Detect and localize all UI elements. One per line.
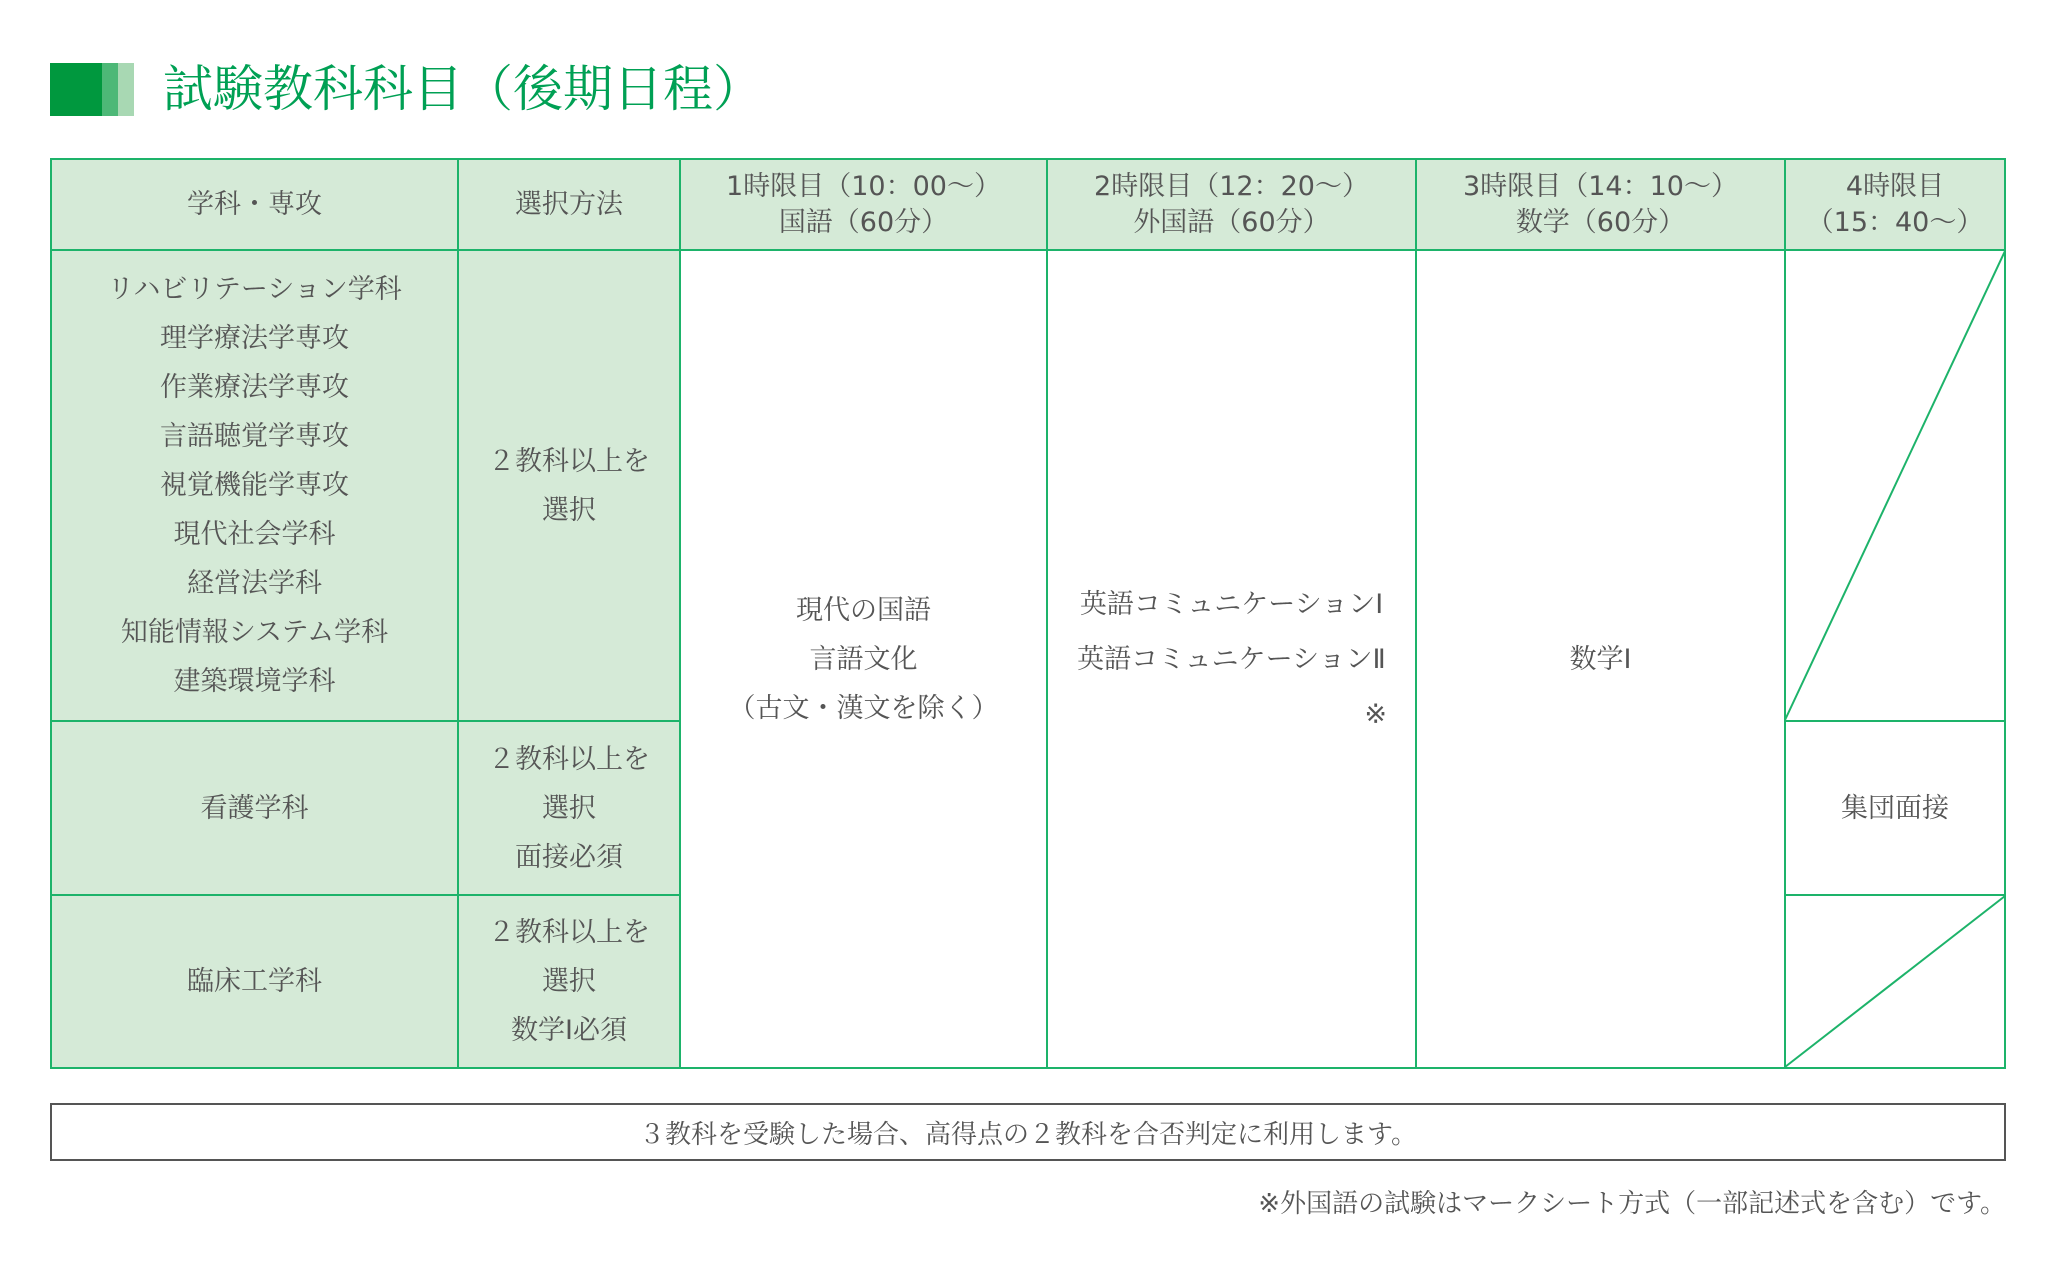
method-cell-row-2 <box>457 720 681 896</box>
period-1-subject: 国語（60分） <box>778 206 949 238</box>
method-text: 選択 <box>542 966 596 997</box>
period-4-time: （15：40～） <box>1806 206 1984 238</box>
method-text: 面接必須 <box>515 841 623 873</box>
header-period-1 <box>679 158 1048 251</box>
dept-name: 知能情報システム学科 <box>120 617 389 648</box>
method-cell-row-1 <box>457 249 681 722</box>
dept-cell-row-3 <box>50 894 459 1069</box>
dept-name: 作業療法学専攻 <box>160 372 349 403</box>
period-3-subject: 数学（60分） <box>1515 206 1686 238</box>
header-period-3 <box>1415 158 1786 251</box>
subject-text: （古文・漢文を除く） <box>728 692 999 724</box>
dept-name: 言語聴覚学専攻 <box>160 421 349 452</box>
dept-name: 視覚機能学専攻 <box>160 470 349 501</box>
header-period-2 <box>1046 158 1417 251</box>
dept-cell-row-2 <box>50 720 459 896</box>
title-marker-dark <box>50 63 102 116</box>
header-method-label: 選択方法 <box>515 188 623 220</box>
method-text: 選択 <box>542 792 596 824</box>
period-4-label: 4時限目 <box>1845 170 1945 202</box>
method-text: ２教科以上を <box>488 743 650 775</box>
period-3-time: 3時限目（14：10～） <box>1463 170 1738 202</box>
subject-text: 数学Ⅰ <box>1569 643 1632 675</box>
title-marker-light <box>118 63 134 116</box>
method-cell-row-3 <box>457 894 681 1069</box>
dept-name: 理学療法学専攻 <box>160 323 349 354</box>
group-interview-text: 集団面接 <box>1841 792 1949 824</box>
method-text: ２教科以上を <box>488 917 650 948</box>
dept-name: 経営法学科 <box>187 568 322 599</box>
period-3-subjects <box>1415 249 1786 1069</box>
period-4-row-2 <box>1784 720 2006 896</box>
header-period-4 <box>1784 158 2006 251</box>
footnote-mark: ※ <box>1364 698 1387 730</box>
header-method <box>457 158 681 251</box>
method-text: 選択 <box>542 494 596 526</box>
subject-text: 英語コミュニケーションⅡ <box>1077 643 1386 675</box>
dept-cell-row-1 <box>50 249 459 722</box>
period-4-row-1-empty <box>1784 249 2006 722</box>
dept-name: 臨床工学科 <box>187 966 322 997</box>
footnote: ※外国語の試験はマークシート方式（一部記述式を含む）です。 <box>1258 1189 2006 1219</box>
subject-text: 英語コミュニケーションⅠ <box>1079 588 1384 620</box>
title-marker-mid <box>102 63 118 116</box>
method-text: ２教科以上を <box>488 445 650 477</box>
header-dept-label: 学科・専攻 <box>187 188 322 220</box>
period-2-time: 2時限目（12：20～） <box>1094 170 1369 202</box>
dept-name: 看護学科 <box>200 792 309 824</box>
subject-text: 現代の国語 <box>796 594 931 626</box>
method-text: 数学Ⅰ必須 <box>511 1015 627 1046</box>
period-2-subjects <box>1046 249 1417 1069</box>
period-1-subjects <box>679 249 1048 1069</box>
page-title: 試験教科科目（後期日程） <box>163 60 763 118</box>
dept-name: 現代社会学科 <box>173 519 336 550</box>
period-1-time: 1時限目（10：00～） <box>726 170 1001 202</box>
dept-name: リハビリテーション学科 <box>107 274 402 305</box>
note-text: ３教科を受験した場合、高得点の２教科を合否判定に利用します。 <box>639 1119 1417 1150</box>
period-4-row-3-empty <box>1784 894 2006 1069</box>
subject-text: 言語文化 <box>809 643 918 675</box>
header-dept <box>50 158 459 251</box>
period-2-subject: 外国語（60分） <box>1133 206 1330 238</box>
dept-name: 建築環境学科 <box>173 666 336 697</box>
note-box <box>50 1103 2006 1161</box>
